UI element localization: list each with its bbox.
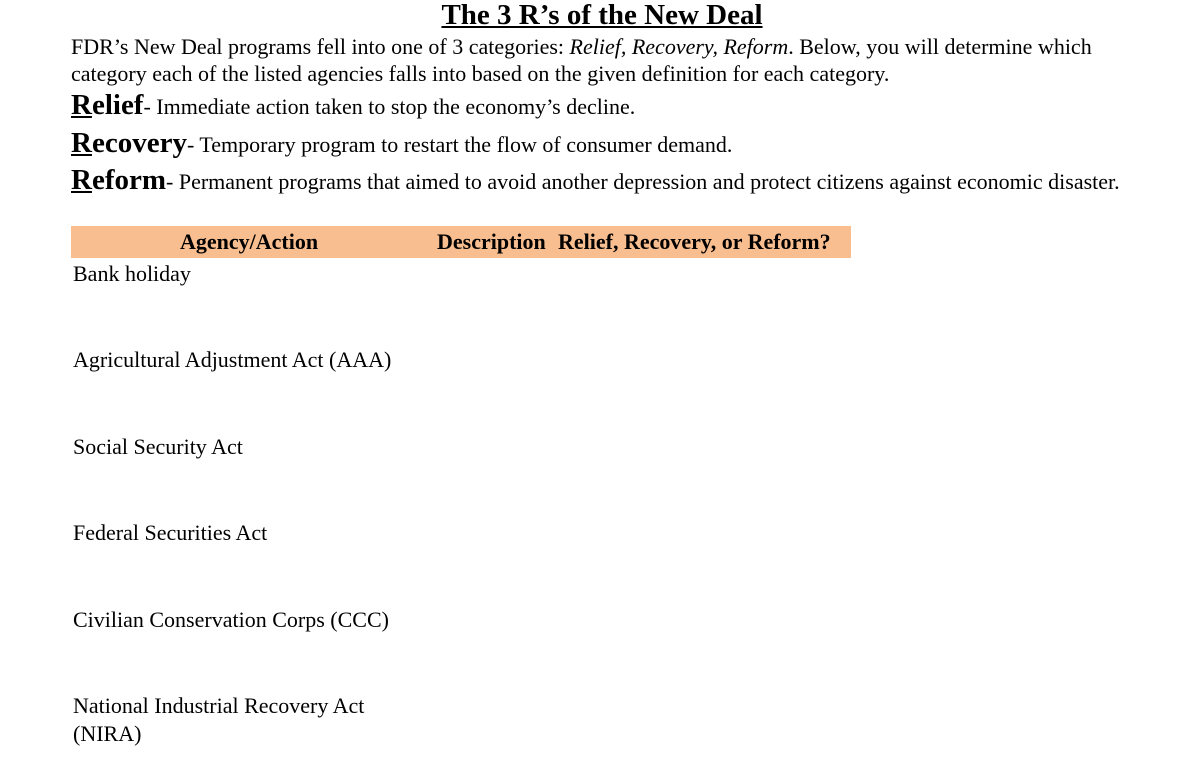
table-row-aaa: Agricultural Adjustment Act (AAA) — [73, 347, 392, 372]
header-category: Relief, Recovery, or Reform? — [558, 229, 831, 254]
term-relief-rest: elief — [91, 89, 144, 121]
term-relief — [71, 89, 143, 121]
definition-reform-text: - Permanent programs that aimed to avoid another depression and protect citizens against economic disaster. — [166, 169, 1120, 194]
term-reform-rest: eform — [91, 164, 167, 196]
term-recovery-initial: R — [71, 127, 92, 159]
table-row-bank-holiday: Bank holiday — [73, 261, 191, 286]
intro-text-end: . Below, you will determine which category each of the listed agencies falls into based on the given definition for each category. — [71, 34, 1092, 86]
definition-relief — [71, 91, 635, 121]
header-description: Description — [437, 229, 546, 254]
intro-categories: Relief, Recovery, Reform — [569, 34, 789, 59]
definition-recovery-text: - Temporary program to restart the flow of consumer demand. — [186, 132, 733, 157]
definition-reform — [71, 166, 1151, 196]
intro-paragraph — [71, 33, 1151, 87]
table-row-social-security: Social Security Act — [73, 434, 243, 459]
table-header — [71, 226, 851, 258]
term-reform-initial: R — [71, 164, 92, 196]
intro-text-start: FDR’s New Deal programs fell into one of 3 categories: — [71, 34, 570, 59]
term-relief-initial: R — [71, 89, 92, 121]
table-row-securities-act: Federal Securities Act — [73, 520, 268, 545]
header-agency: Agency/Action — [180, 229, 319, 254]
table-row-ccc: Civilian Conservation Corps (CCC) — [73, 607, 389, 632]
table-row-nira: National Industrial Recovery Act (NIRA) — [73, 693, 365, 746]
term-reform — [71, 164, 166, 196]
definition-recovery — [71, 129, 732, 159]
definition-relief-text: - Immediate action taken to stop the economy’s decline. — [143, 94, 636, 119]
page-title: The 3 R’s of the New Deal — [441, 0, 763, 31]
term-recovery-rest: ecovery — [91, 127, 187, 159]
term-recovery — [71, 127, 187, 159]
